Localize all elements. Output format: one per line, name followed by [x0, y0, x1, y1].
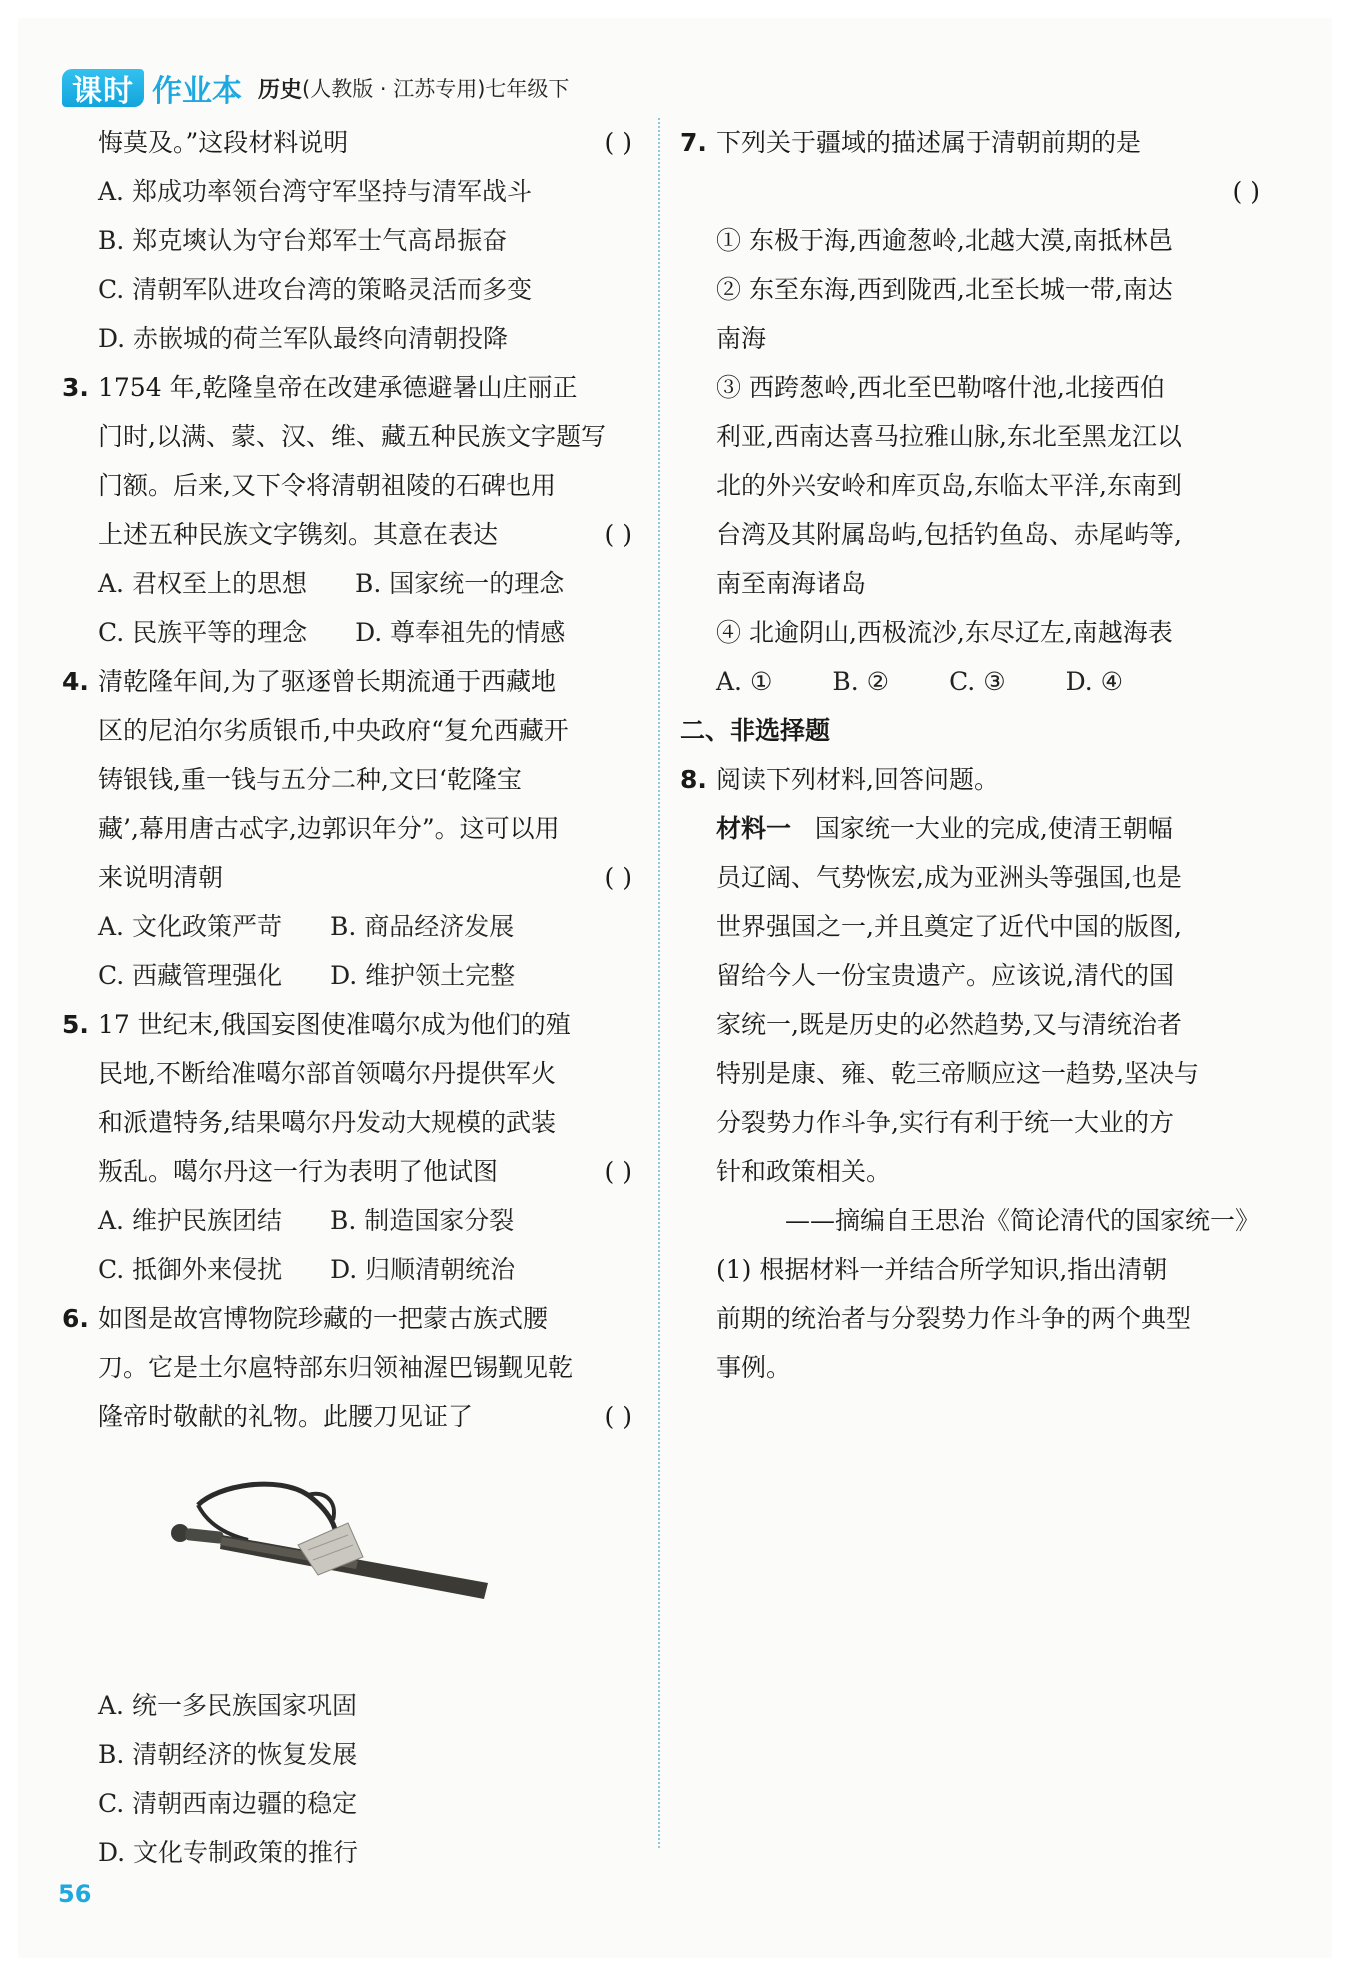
material-line: 针和政策相关。	[716, 1157, 892, 1186]
q7-item: 利亚,西南达喜马拉雅山脉,东北至黑龙江以	[716, 422, 1182, 451]
answer-bracket: ( )	[604, 1157, 632, 1186]
q4-stem-line: 来说明清朝 ( )	[62, 853, 632, 902]
q5-stem-line: 和派遣特务,结果噶尔丹发动大规模的武装	[98, 1108, 556, 1137]
q3-options-row	[62, 559, 632, 608]
question-number: 8.	[680, 765, 707, 794]
q3-option-d: D. 尊奉祖先的情感	[355, 618, 566, 647]
q7-option-c: C. ③	[949, 667, 1006, 696]
q7-options-row	[680, 657, 1260, 706]
material-line: 家统一,既是历史的必然趋势,又与清统治者	[716, 1010, 1182, 1039]
q2-option-c: C. 清朝军队进攻台湾的策略灵活而多变	[98, 275, 533, 304]
q6-stem-line: 6. 如图是故宫博物院珍藏的一把蒙古族式腰	[62, 1294, 632, 1343]
q4-stem-line: 铸银钱,重一钱与五分二种,文曰‘乾隆宝	[98, 765, 522, 794]
q2-option-a: A. 郑成功率领台湾守军坚持与清军战斗	[98, 177, 532, 206]
q4-stem-line: 区的尼泊尔劣质银币,中央政府“复允西藏开	[98, 716, 569, 745]
q8-subquestion: 前期的统治者与分裂势力作斗争的两个典型	[716, 1304, 1192, 1333]
q7-item: ④ 北逾阴山,西极流沙,东尽辽左,南越海表	[716, 618, 1173, 647]
q7-item: ③ 西跨葱岭,西北至巴勒喀什池,北接西伯	[716, 373, 1165, 402]
answer-bracket: ( )	[1232, 177, 1260, 206]
q8-subquestion: 事例。	[716, 1353, 792, 1382]
q3-stem-line: 门额。后来,又下令将清朝祖陵的石碑也用	[98, 471, 556, 500]
header	[62, 66, 569, 110]
q5-option-a: A. 维护民族团结	[98, 1206, 282, 1235]
right-column	[680, 118, 1260, 1392]
left-column	[62, 118, 632, 1877]
q5-stem-line: 叛乱。噶尔丹这一行为表明了他试图 ( )	[62, 1147, 632, 1196]
question-number: 3.	[62, 373, 89, 402]
q6-option-a: A. 统一多民族国家巩固	[98, 1691, 357, 1720]
q7-item: ① 东极于海,西逾葱岭,北越大漠,南抵林邑	[716, 226, 1173, 255]
material-line: 留给今人一份宝贵遗产。应该说,清代的国	[716, 961, 1174, 990]
q4-option-a: A. 文化政策严苛	[98, 912, 282, 941]
answer-bracket: ( )	[604, 520, 632, 549]
q3-options-row	[62, 608, 632, 657]
q5-stem-line: 民地,不断给准噶尔部首领噶尔丹提供军火	[98, 1059, 556, 1088]
q4-options-row	[62, 951, 632, 1000]
material-source: ——摘编自王思治《简论清代的国家统一》	[784, 1206, 1260, 1235]
q3-stem-line: 门时,以满、蒙、汉、维、藏五种民族文字题写	[98, 422, 606, 451]
q4-stem-line: 藏’,幕用唐古忒字,边郭识年分”。这可以用	[98, 814, 560, 843]
question-number: 6.	[62, 1304, 89, 1333]
material-line: 分裂势力作斗争,实行有利于统一大业的方	[716, 1108, 1174, 1137]
subject-label: 历史	[258, 77, 303, 103]
answer-bracket-line	[680, 167, 1260, 216]
brand-subtitle: 作业本	[152, 74, 242, 109]
q7-option-b: B. ②	[832, 667, 890, 696]
brand-logo: 课时	[62, 69, 144, 107]
mongolian-sword-figure	[158, 1465, 498, 1655]
material-line: 材料一 国家统一大业的完成,使清王朝幅	[716, 814, 1173, 843]
q6-option-c: C. 清朝西南边疆的稳定	[98, 1789, 358, 1818]
q7-item: 台湾及其附属岛屿,包括钓鱼岛、赤尾屿等,	[716, 520, 1182, 549]
q2-option-b: B. 郑克塽认为守台郑军士气高昂振奋	[98, 226, 508, 255]
q7-option-d: D. ④	[1065, 667, 1124, 696]
material-line: 员辽阔、气势恢宏,成为亚洲头等强国,也是	[716, 863, 1182, 892]
q5-option-b: B. 制造国家分裂	[329, 1206, 515, 1235]
q8-stem-line: 8. 阅读下列材料,回答问题。	[680, 755, 1260, 804]
q3-stem-line: 上述五种民族文字镌刻。其意在表达 ( )	[62, 510, 632, 559]
q6-stem-line: 隆帝时敬献的礼物。此腰刀见证了 ( )	[62, 1392, 632, 1441]
q4-option-c: C. 西藏管理强化	[98, 961, 283, 990]
q6-option-b: B. 清朝经济的恢复发展	[98, 1740, 358, 1769]
material-label: 材料一	[716, 814, 792, 843]
question-number: 4.	[62, 667, 89, 696]
edition-label: (人教版 · 江苏专用)七年级下	[302, 77, 570, 101]
q2-option-d: D. 赤嵌城的荷兰军队最终向清朝投降	[98, 324, 509, 353]
q5-option-d: D. 归顺清朝统治	[330, 1255, 516, 1284]
q5-option-c: C. 抵御外来侵扰	[98, 1255, 283, 1284]
q8-subquestion: (1) 根据材料一并结合所学知识,指出清朝	[716, 1255, 1168, 1284]
q4-option-b: B. 商品经济发展	[329, 912, 515, 941]
q7-item: 南至南海诸岛	[716, 569, 867, 598]
q6-stem-line: 刀。它是土尔扈特部东归领袖渥巴锡觐见乾	[98, 1353, 574, 1382]
q4-options-row	[62, 902, 632, 951]
q4-option-d: D. 维护领土完整	[330, 961, 516, 990]
answer-bracket: ( )	[604, 1402, 632, 1431]
q7-item: 北的外兴安岭和库页岛,东临太平洋,东南到	[716, 471, 1182, 500]
q7-item: 南海	[716, 324, 767, 353]
q3-option-a: A. 君权至上的思想	[98, 569, 307, 598]
material-line: 世界强国之一,并且奠定了近代中国的版图,	[716, 912, 1182, 941]
q6-option-d: D. 文化专制政策的推行	[98, 1838, 359, 1867]
q7-stem-line: 7. 下列关于疆域的描述属于清朝前期的是	[680, 118, 1260, 167]
q3-option-c: C. 民族平等的理念	[98, 618, 308, 647]
material-line: 特别是康、雍、乾三帝顺应这一趋势,坚决与	[716, 1059, 1199, 1088]
q5-stem-line: 5. 17 世纪末,俄国妄图使准噶尔成为他们的殖	[62, 1000, 632, 1049]
question-number: 7.	[680, 128, 707, 157]
q3-option-b: B. 国家统一的理念	[354, 569, 565, 598]
section-title: 二、非选择题	[680, 716, 831, 745]
q5-options-row	[62, 1196, 632, 1245]
question-number: 5.	[62, 1010, 89, 1039]
q4-stem-line: 4. 清乾隆年间,为了驱逐曾长期流通于西藏地	[62, 657, 632, 706]
q5-options-row	[62, 1245, 632, 1294]
answer-bracket: ( )	[604, 863, 632, 892]
answer-bracket: ( )	[604, 128, 632, 157]
q2-stem-line: 悔莫及。”这段材料说明 ( )	[62, 118, 632, 167]
q7-item: ② 东至东海,西到陇西,北至长城一带,南达	[716, 275, 1173, 304]
q3-stem-line: 3. 1754 年,乾隆皇帝在改建承德避暑山庄丽正	[62, 363, 632, 412]
column-divider	[658, 118, 660, 1848]
q7-option-a: A. ①	[716, 667, 773, 696]
page-number: 56	[58, 1880, 92, 1908]
